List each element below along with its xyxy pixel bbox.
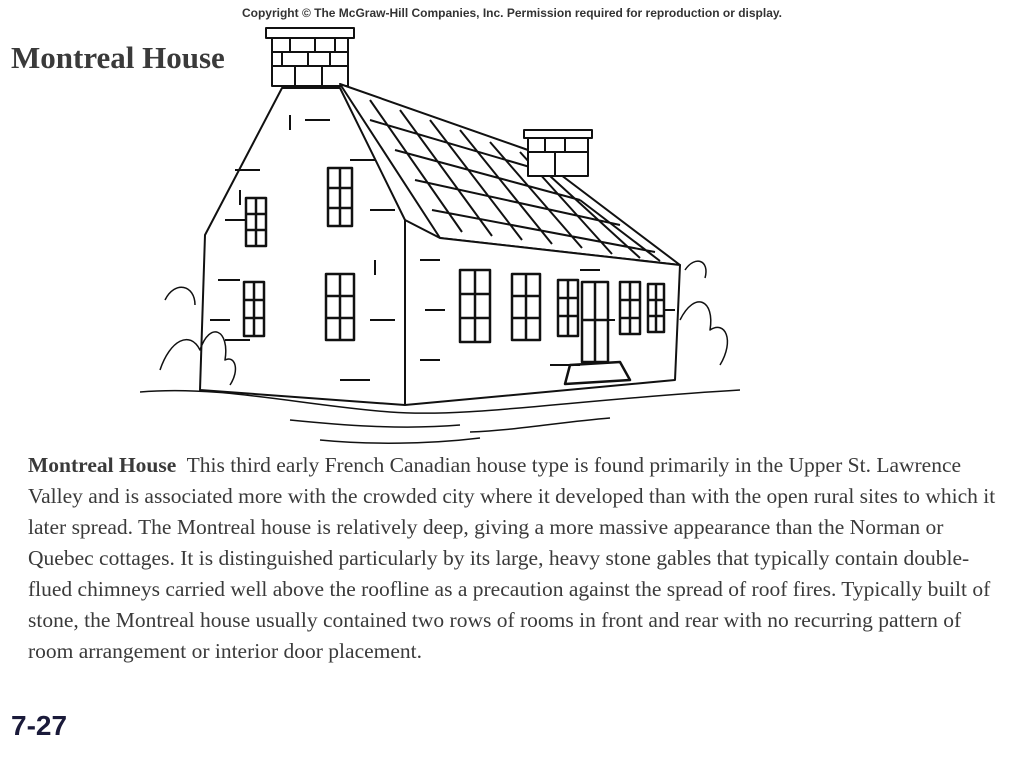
right-chimney [524, 130, 592, 176]
caption-paragraph [28, 450, 996, 667]
caption-lead: Montreal House [28, 453, 177, 477]
montreal-house-illustration [140, 20, 740, 450]
left-chimney [266, 28, 354, 86]
front-windows [460, 270, 664, 342]
slide-title: Montreal House [11, 40, 225, 75]
slide-number: 7-27 [11, 710, 68, 741]
copyright-notice: Copyright © The McGraw-Hill Companies, Inc. Permission required for reproduction or display. [241, 6, 783, 20]
caption-body: This third early French Canadian house type is found primarily in the Upper St. Lawrence Valley and is associated more with the crowded city where it developed than with the open rural sites to which it later spread. The Montreal house is relatively deep, giving a more massive appearance than the Norman or Quebec cottages. It is distinguished particularly by its large, heavy stone gables that typically contain double-flued chimneys carried well above the roofline as a precaution against the spread of roof fires. Typically built of stone, the Montreal house usually contained two rows of rooms in front and rear with no recurring pattern of room arrangement or interior door placement. [28, 453, 996, 663]
